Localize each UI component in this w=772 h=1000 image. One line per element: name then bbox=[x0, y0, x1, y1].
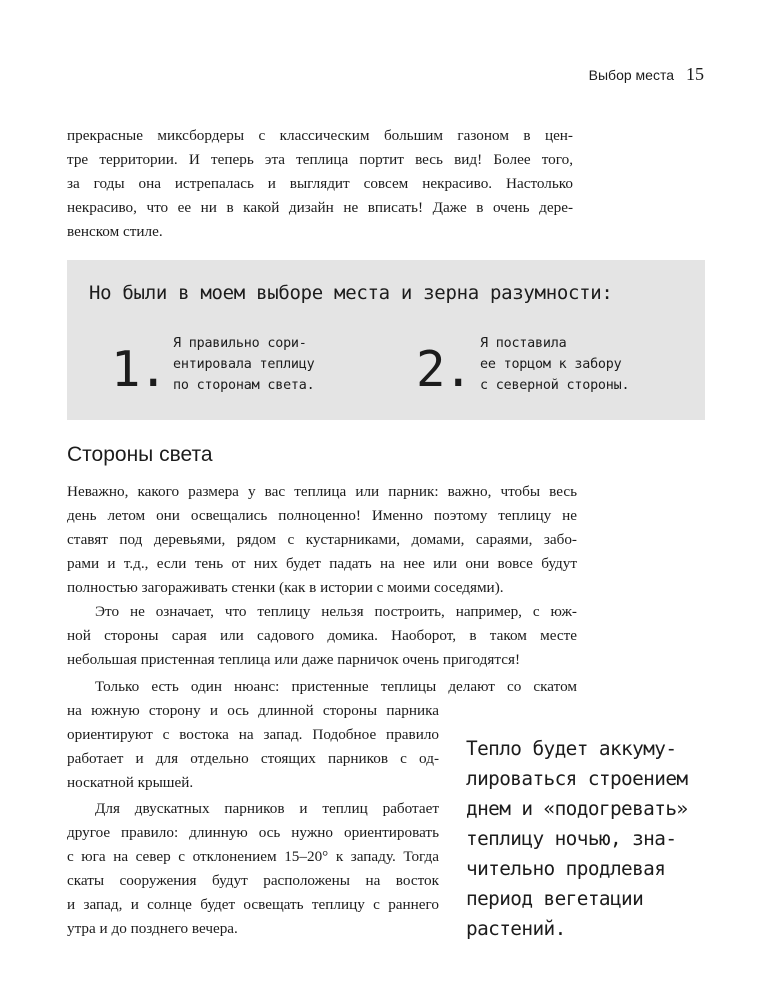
text-line: тре территории. И теперь эта теплица портит весь вид! Более того, bbox=[67, 151, 573, 168]
pull-quote bbox=[466, 734, 687, 944]
text-line: рами и т.д., если тень от них будет падать на нее или они вовсе будут bbox=[67, 555, 577, 572]
text-line: прекрасные миксбордеры с классическим большим газоном в цен- bbox=[67, 127, 573, 144]
point-text-1 bbox=[173, 333, 315, 396]
text-line: день летом они освещались полноценно! Именно поэтому теплицу не bbox=[67, 507, 577, 524]
point-line: Я правильно сори- bbox=[173, 336, 307, 351]
section-paragraph-2 bbox=[67, 600, 577, 672]
text-line: некрасиво, что ее ни в какой дизайн не вписать! Даже в очень дере- bbox=[67, 199, 573, 216]
point-text-2 bbox=[480, 333, 629, 396]
text-line: работает и для отдельно стоящих парников с од- bbox=[67, 750, 439, 767]
text-line: ной стороны сарая или садового домика. Наоборот, в таком месте bbox=[67, 627, 577, 644]
section-paragraph-4 bbox=[67, 797, 439, 941]
callout-title: Но были в моем выборе места и зерна разумности: bbox=[89, 282, 613, 304]
text-line: Неважно, какого размера у вас теплица или парник: важно, чтобы весь bbox=[67, 483, 577, 500]
point-number-2: 2. bbox=[416, 341, 472, 398]
text-line: носкатной крышей. bbox=[67, 774, 194, 791]
pull-quote-line: чительно продлевая bbox=[466, 857, 666, 880]
text-line: полностью загораживать стенки (как в истории с моими соседями). bbox=[67, 579, 504, 596]
intro-paragraph bbox=[67, 124, 573, 244]
callout-box bbox=[67, 260, 705, 420]
text-line: и запад, и солнце будет освещать теплицу с раннего bbox=[67, 896, 439, 913]
text-line: Это не означает, что теплицу нельзя построить, например, с юж- bbox=[95, 603, 577, 620]
running-header-section-title: Выбор места bbox=[588, 67, 674, 83]
text-line: другое правило: длинную ось нужно ориентировать bbox=[67, 824, 439, 841]
text-line: небольшая пристенная теплица или даже парничок очень пригодятся! bbox=[67, 651, 520, 668]
pull-quote-line: теплицу ночью, зна- bbox=[466, 827, 677, 850]
point-number-1: 1. bbox=[111, 341, 167, 398]
pull-quote-line: период вегетации bbox=[466, 887, 644, 910]
text-line: Для двускатных парников и теплиц работает bbox=[95, 800, 439, 817]
pull-quote-line: лироваться строением bbox=[466, 767, 688, 790]
point-line: ее торцом к забору bbox=[480, 357, 622, 372]
pull-quote-line: растений. bbox=[466, 917, 566, 940]
section-heading: Стороны света bbox=[67, 443, 213, 466]
text-line: за годы она истрепалась и выглядит совсем некрасиво. Настолько bbox=[67, 175, 573, 192]
pull-quote-line: Тепло будет аккуму- bbox=[466, 737, 677, 760]
text-line: скаты сооружения будут расположены на восток bbox=[67, 872, 439, 889]
pull-quote-line: днем и «подогревать» bbox=[466, 797, 688, 820]
text-line: ориентируют с востока на запад. Подобное правило bbox=[67, 726, 439, 743]
point-line: Я поставила bbox=[480, 336, 567, 351]
text-line: Только есть один нюанс: пристенные теплицы делают со скатом bbox=[95, 678, 577, 695]
text-line: венском стиле. bbox=[67, 223, 163, 240]
text-line: ставят под деревьями, рядом с кустарниками, домами, сараями, забо- bbox=[67, 531, 577, 548]
text-line: с юга на север с отклонением 15–20° к западу. Тогда bbox=[67, 848, 439, 865]
point-line: ентировала теплицу bbox=[173, 357, 315, 372]
text-line: утра и до позднего вечера. bbox=[67, 920, 238, 937]
page-number: 15 bbox=[686, 64, 704, 84]
point-line: по сторонам света. bbox=[173, 378, 315, 393]
section-paragraph-1 bbox=[67, 480, 577, 600]
point-line: с северной стороны. bbox=[480, 378, 630, 393]
text-line: на южную сторону и ось длинной стороны парника bbox=[67, 702, 439, 719]
